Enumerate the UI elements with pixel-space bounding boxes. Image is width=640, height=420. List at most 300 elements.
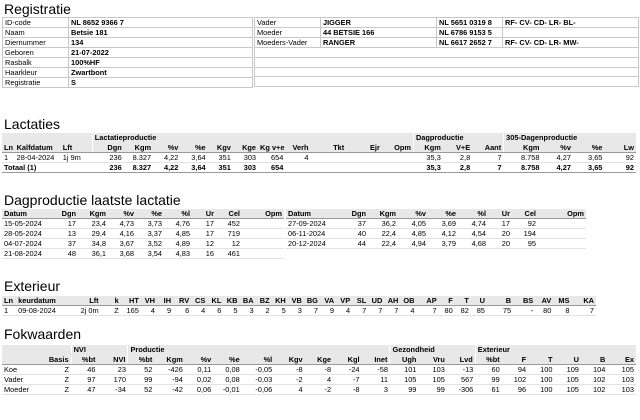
fokwaarden-cell: 105: [555, 375, 581, 385]
exterieur-col-header: KA: [571, 296, 596, 306]
exterieur-col-header: VP: [336, 296, 352, 306]
dagproductie-right-cell: 92: [512, 219, 538, 229]
fokwaarden-header-row: [2, 355, 636, 365]
fokwaarden-cell: Moeder: [2, 385, 37, 395]
dagproductie-right-table: [286, 209, 586, 249]
fokwaarden-cell: 99: [418, 385, 446, 395]
ouder-label: Moeder: [255, 28, 321, 38]
dagproductie-left-cell: 04-07-2024: [2, 239, 52, 249]
lactaties-cell: 4,22: [153, 153, 180, 163]
fokwaarden-cell: -7: [333, 375, 361, 385]
dagproductie-left-cell: [242, 239, 284, 249]
lactaties-cell: 8.758: [504, 153, 542, 163]
ouder-id: NL 6786 9153 5: [437, 28, 503, 38]
ouder-label: Vader: [255, 18, 321, 28]
dagproductie-left-cell: 3,52: [136, 239, 164, 249]
dagproductie-right-cell: 40: [338, 229, 368, 239]
fokwaarden-col-header: [2, 355, 37, 365]
dagproductie-left-cell: [242, 249, 284, 259]
fokwaarden-col-header: Ex: [607, 355, 636, 365]
lactaties-group-305: 305-Dagenproductie: [504, 133, 636, 143]
registratie-right-table: [254, 17, 639, 87]
dagproductie-left-col-header: %l: [164, 209, 192, 219]
exterieur-table: [2, 296, 596, 316]
lactaties-total-cell: 3,65: [573, 163, 604, 173]
exterieur-cell: 09-08-2024: [16, 306, 68, 316]
exterieur-col-header: VA: [320, 296, 336, 306]
fokwaarden-cell: 47: [71, 385, 97, 395]
exterieur-cell: 4: [400, 306, 416, 316]
registratie-row: [3, 58, 253, 68]
fokwaarden-cell: 0,08: [213, 365, 241, 375]
dagproductie-left-cell: 28-05-2024: [2, 229, 52, 239]
registratie-title: Registratie: [4, 1, 71, 17]
fokwaarden-cell: 100: [528, 375, 554, 385]
fokwaarden-cell: 105: [390, 375, 418, 385]
dagproductie-left-cell: 48: [52, 249, 78, 259]
lactaties-col-header: Kgm: [124, 143, 153, 153]
lactaties-col-header: Kgm: [413, 143, 442, 153]
fokwaarden-cell: Z: [37, 385, 72, 395]
dagproductie-left-col-header: Opm: [242, 209, 284, 219]
lactaties-col-header: Kge: [233, 143, 258, 153]
dagproductie-right-cell: 95: [512, 239, 538, 249]
lactaties-col-header: Kgv: [208, 143, 233, 153]
fokwaarden-col-header: Vru: [418, 355, 446, 365]
exterieur-cell: 7: [352, 306, 368, 316]
fokwaarden-col-header: Lvd: [447, 355, 475, 365]
exterieur-col-header: AH: [384, 296, 400, 306]
dagproductie-left-cell: 17: [52, 219, 78, 229]
fokwaarden-cell: 11: [362, 375, 390, 385]
dagproductie-left-col-header: Kgm: [78, 209, 108, 219]
dagproductie-right-cell: 3,79: [428, 239, 458, 249]
lactaties-cell: 654: [258, 153, 285, 163]
dagproductie-left-row: [2, 239, 284, 249]
registratie-value: 134: [69, 38, 253, 48]
lactaties-group-lactatieproductie: Lactatieproductie: [92, 133, 413, 143]
fokwaarden-cell: 170: [97, 375, 127, 385]
dagproductie-left-col-header: Dgn: [52, 209, 78, 219]
exterieur-cell: 4: [141, 306, 157, 316]
ouder-name: JIGGER: [321, 18, 437, 28]
dagproductie-left-cell: 4,16: [108, 229, 136, 239]
lactaties-total-cell: [311, 163, 347, 173]
dagproductie-left-cell: 3,37: [136, 229, 164, 239]
fokwaarden-cell: 104: [581, 365, 607, 375]
fokwaarden-cell: 0,06: [185, 385, 213, 395]
fokwaarden-col-header: Ugh: [390, 355, 418, 365]
ouder-codes: RF- CV- CD- LR- BL-: [503, 18, 639, 28]
dagproductie-left-cell: 4,89: [164, 239, 192, 249]
dagproductie-left-cell: 17: [192, 219, 216, 229]
registratie-label: Diernummer: [3, 38, 69, 48]
dagproductie-right-cell: [538, 239, 586, 249]
exterieur-col-header: Lft: [68, 296, 100, 306]
registratie-row: [3, 48, 253, 58]
exterieur-col-header: Ln: [2, 296, 16, 306]
ouder-name: RANGER: [321, 38, 437, 48]
dagproductie-right-col-header: Datum: [286, 209, 338, 219]
dagproductie-right-cell: 4,54: [458, 229, 488, 239]
fokwaarden-cell: -0,05: [242, 365, 275, 375]
lactaties-cell: 2,8: [443, 153, 472, 163]
ouder-name: 44 BETSIE 166: [321, 28, 437, 38]
exterieur-cell: 7: [384, 306, 400, 316]
registratie-value: Betsie 181: [69, 28, 253, 38]
exterieur-col-header: RV: [173, 296, 191, 306]
dagproductie-left-cell: 13: [52, 229, 78, 239]
fokwaarden-col-header: NVI: [97, 355, 127, 365]
dagproductie-right-col-header: %l: [458, 209, 488, 219]
fokwaarden-cell: -8: [333, 385, 361, 395]
ouder-codes: RF- CV- CD- LR- MW-: [503, 38, 639, 48]
dagproductie-right-row: [286, 219, 586, 229]
lactaties-cell: 3,64: [180, 153, 207, 163]
fok-group-gezondheid: Gezondheid: [390, 345, 475, 355]
fokwaarden-cell: 103: [607, 375, 636, 385]
fokwaarden-cell: 4: [274, 385, 304, 395]
dagproductie-left-cell: 4,83: [164, 249, 192, 259]
fokwaarden-cell: 99: [475, 375, 501, 385]
dagproductie-left-cell: 37: [52, 239, 78, 249]
dagproductie-right-col-header: %v: [398, 209, 428, 219]
exterieur-col-header: k: [101, 296, 121, 306]
registratie-left-table: [2, 17, 253, 88]
exterieur-cell: 3: [239, 306, 255, 316]
dagproductie-title: Dagproductie laatste lactatie: [4, 192, 181, 208]
lactaties-col-header: Opm: [382, 143, 414, 153]
dagproductie-right-cell: 4,85: [398, 229, 428, 239]
dagproductie-left-cell: 4,85: [164, 229, 192, 239]
exterieur-cell: 75: [487, 306, 513, 316]
exterieur-cell: 7: [368, 306, 384, 316]
fokwaarden-col-header: %bt: [128, 355, 154, 365]
dagproductie-left-cell: 17: [192, 229, 216, 239]
lactaties-cell: 351: [208, 153, 233, 163]
fokwaarden-cell: Z: [37, 365, 72, 375]
ouder-codes: [503, 28, 639, 38]
lactaties-group-dagproductie: Dagproductie: [413, 133, 503, 143]
lactaties-cell: 1: [2, 153, 15, 163]
lactaties-total-cell: 351: [208, 163, 233, 173]
dagproductie-left-col-header: Ur: [192, 209, 216, 219]
dagproductie-left-cell: 4,73: [108, 219, 136, 229]
lactaties-total-cell: 7: [472, 163, 503, 173]
fokwaarden-cell: 96: [502, 385, 528, 395]
dagproductie-left-cell: 34,8: [78, 239, 108, 249]
fokwaarden-cell: -34: [97, 385, 127, 395]
ouder-id: NL 6617 2652 7: [437, 38, 503, 48]
lactaties-col-header: %e: [180, 143, 207, 153]
exterieur-cell: 3: [288, 306, 304, 316]
dagproductie-right-cell: 22,4: [368, 239, 398, 249]
fokwaarden-cell: 109: [555, 365, 581, 375]
lactaties-col-header: Kg v+e: [260, 142, 285, 152]
lactaties-total-cell: 3,64: [180, 163, 207, 173]
dagproductie-right-cell: 36,2: [368, 219, 398, 229]
lactaties-col-header: Tkt: [311, 143, 347, 153]
fokwaarden-col-header: Inet: [362, 355, 390, 365]
fokwaarden-cell: -0,01: [213, 385, 241, 395]
lactaties-total-cell: 654: [258, 163, 285, 173]
exterieur-col-header: VH: [141, 296, 157, 306]
dagproductie-right-col-header: Dgn: [338, 209, 368, 219]
exterieur-cell: 7: [304, 306, 320, 316]
fokwaarden-cell: -2: [305, 385, 333, 395]
dagproductie-left-cell: 16: [192, 249, 216, 259]
lactaties-group-blank: [2, 133, 92, 143]
dagproductie-right-col-header: Cel: [512, 209, 538, 219]
exterieur-col-header: AP: [417, 296, 439, 306]
fokwaarden-cell: 100: [528, 365, 554, 375]
exterieur-cell: 7: [417, 306, 439, 316]
registratie-row: [3, 38, 253, 48]
exterieur-cell: 4: [336, 306, 352, 316]
fokwaarden-col-header: U: [555, 355, 581, 365]
exterieur-cell: 80: [439, 306, 455, 316]
lactaties-total-cell: 35,3: [413, 163, 442, 173]
fokwaarden-cell: 46: [71, 365, 97, 375]
fokwaarden-row: [2, 385, 636, 395]
dagproductie-left-row: [2, 229, 284, 239]
registratie-row: [3, 78, 253, 88]
exterieur-cell: 5: [223, 306, 239, 316]
dagproductie-right-cell: 44: [338, 239, 368, 249]
fokwaarden-cell: 0,08: [213, 375, 241, 385]
registratie-value: NL 8652 9366 7: [69, 18, 253, 28]
exterieur-col-header: VB: [288, 296, 304, 306]
fokwaarden-cell: 99: [128, 375, 154, 385]
fokwaarden-cell: 102: [581, 385, 607, 395]
dagproductie-right-cell: 06-11-2024: [286, 229, 338, 239]
fokwaarden-col-header: Basis: [37, 355, 72, 365]
ouder-id: NL 5651 0319 8: [437, 18, 503, 28]
lactaties-col-header: %v: [153, 143, 180, 153]
fokwaarden-cell: -94: [154, 375, 184, 385]
exterieur-col-header: F: [439, 296, 455, 306]
dagproductie-left-row: [2, 219, 284, 229]
lactaties-cell: 1j 9m: [61, 153, 92, 163]
registratie-label: Rasbalk: [3, 58, 69, 68]
fokwaarden-col-header: %v: [185, 355, 213, 365]
fokwaarden-cell: 100: [528, 385, 554, 395]
fokwaarden-title: Fokwaarden: [4, 326, 82, 342]
fokwaarden-cell: 61: [475, 385, 501, 395]
lactaties-total-cell: [346, 163, 382, 173]
dagproductie-left-cell: 12: [192, 239, 216, 249]
exterieur-col-header: T: [455, 296, 471, 306]
fokwaarden-cell: 23: [97, 365, 127, 375]
fokwaarden-col-header: T: [528, 355, 554, 365]
registratie-value: Zwartbont: [69, 68, 253, 78]
exterieur-col-header: KH: [272, 296, 288, 306]
lactaties-col-header: Ejr: [346, 143, 382, 153]
dagproductie-right-cell: [538, 229, 586, 239]
exterieur-col-header: OB: [400, 296, 416, 306]
exterieur-col-header: IH: [157, 296, 173, 306]
dagproductie-right-cell: 194: [512, 229, 538, 239]
fokwaarden-cell: -0,03: [242, 375, 275, 385]
exterieur-col-header: CS: [191, 296, 207, 306]
exterieur-cell: 8: [553, 306, 571, 316]
registratie-label: Registratie: [3, 78, 69, 88]
dagproductie-left-cell: 461: [216, 249, 242, 259]
lactaties-total-cell: [382, 163, 414, 173]
fokwaarden-col-header: Kgl: [333, 355, 361, 365]
fokwaarden-cell: 105: [607, 365, 636, 375]
dagproductie-left-cell: 29,4: [78, 229, 108, 239]
exterieur-col-header: U: [471, 296, 487, 306]
dagproductie-left-header-row: [2, 209, 284, 219]
lactaties-cell: [382, 153, 414, 163]
exterieur-col-header: BA: [239, 296, 255, 306]
lactaties-cell: 4,27: [541, 153, 572, 163]
fokwaarden-cell: -306: [447, 385, 475, 395]
dagproductie-right-cell: 4,05: [398, 219, 428, 229]
dagproductie-left-cell: 21-08-2024: [2, 249, 52, 259]
dagproductie-left-cell: 3,67: [108, 239, 136, 249]
ouder-row: [255, 28, 639, 38]
dagproductie-left-cell: 3,73: [136, 219, 164, 229]
dagproductie-right-cell: 20: [488, 229, 512, 239]
dagproductie-right-cell: 4,74: [458, 219, 488, 229]
exterieur-cell: 7: [571, 306, 596, 316]
lactaties-col-header: Ln: [4, 142, 14, 152]
dagproductie-left-col-header: Datum: [2, 209, 52, 219]
registratie-value: 100%HF: [69, 58, 253, 68]
fokwaarden-cell: 103: [418, 365, 446, 375]
dagproductie-right-header-row: [286, 209, 586, 219]
lactaties-cell: 35,3: [413, 153, 442, 163]
lactaties-cell: [311, 153, 347, 163]
fokwaarden-cell: Koe: [2, 365, 37, 375]
exterieur-cell: 80: [535, 306, 553, 316]
fokwaarden-col-header: F: [502, 355, 528, 365]
fokwaarden-col-header: %bt: [71, 355, 97, 365]
exterieur-col-header: UD: [368, 296, 384, 306]
exterieur-cell: -: [513, 306, 535, 316]
lactaties-total-cell: [285, 163, 310, 173]
lactaties-col-header: Aant: [472, 143, 503, 153]
lactaties-cell: [346, 153, 382, 163]
exterieur-cell: 5: [272, 306, 288, 316]
registratie-row: [3, 68, 253, 78]
fokwaarden-cell: 97: [71, 375, 97, 385]
lactaties-total-row: [2, 163, 636, 173]
fokwaarden-row: [2, 375, 636, 385]
fokwaarden-cell: -42: [154, 385, 184, 395]
ouder-row: [255, 38, 639, 48]
dagproductie-right-col-header: Kgm: [368, 209, 398, 219]
fokwaarden-cell: -426: [154, 365, 184, 375]
registratie-row: [3, 18, 253, 28]
dagproductie-right-row: [286, 229, 586, 239]
lactaties-total-cell: 8.758: [504, 163, 542, 173]
lactaties-total-cell: 4,27: [541, 163, 572, 173]
dagproductie-left-table: [2, 209, 284, 259]
dagproductie-right-cell: 20: [488, 239, 512, 249]
registratie-label: Haarkleur: [3, 68, 69, 78]
exterieur-cell: Z: [101, 306, 121, 316]
dagproductie-left-col-header: %e: [136, 209, 164, 219]
fokwaarden-cell: 4: [305, 375, 333, 385]
lactaties-total-cell: 4,22: [153, 163, 180, 173]
exterieur-col-header: BZ: [256, 296, 272, 306]
lactaties-col-header: Lft: [61, 143, 92, 153]
dagproductie-left-cell: 23,4: [78, 219, 108, 229]
fokwaarden-cell: -2: [274, 375, 304, 385]
fokwaarden-cell: 3: [362, 385, 390, 395]
fokwaarden-cell: 60: [475, 365, 501, 375]
exterieur-col-header: BG: [304, 296, 320, 306]
fokwaarden-cell: Vader: [2, 375, 37, 385]
exterieur-col-header: B: [487, 296, 513, 306]
dagproductie-left-cell: 452: [216, 219, 242, 229]
exterieur-col-header: MS: [553, 296, 571, 306]
exterieur-col-header: BS: [513, 296, 535, 306]
fokwaarden-cell: -8: [305, 365, 333, 375]
fokwaarden-cell: 105: [418, 375, 446, 385]
dagproductie-left-cell: [242, 229, 284, 239]
dagproductie-right-cell: 27-09-2024: [286, 219, 338, 229]
exterieur-col-header: KB: [223, 296, 239, 306]
exterieur-cell: 2j 0m: [68, 306, 100, 316]
fokwaarden-col-header: %bt: [475, 355, 501, 365]
fokwaarden-col-header: %e: [213, 355, 241, 365]
lactaties-header-row: [2, 143, 636, 153]
exterieur-cell: 9: [157, 306, 173, 316]
fokwaarden-table: [2, 345, 636, 395]
lactaties-total-cell: 92: [604, 163, 636, 173]
dagproductie-left-cell: 15-05-2024: [2, 219, 52, 229]
lactaties-col-header: V+E: [443, 143, 472, 153]
fokwaarden-col-header: Kge: [305, 355, 333, 365]
lactaties-col-header: Kgm: [504, 143, 542, 153]
fok-group-exterieur: Exterieur: [475, 345, 636, 355]
lactaties-cell: 8.327: [124, 153, 153, 163]
dagproductie-right-cell: [538, 219, 586, 229]
exterieur-cell: 2: [256, 306, 272, 316]
dagproductie-right-row: [286, 239, 586, 249]
fokwaarden-row: [2, 365, 636, 375]
fokwaarden-cell: 101: [390, 365, 418, 375]
fok-group-blank: [2, 345, 71, 355]
exterieur-title: Exterieur: [4, 278, 61, 294]
fokwaarden-cell: -8: [274, 365, 304, 375]
lactaties-cell: 4: [285, 153, 310, 163]
fokwaarden-cell: -13: [447, 365, 475, 375]
dagproductie-left-cell: [242, 219, 284, 229]
dagproductie-right-col-header: %e: [428, 209, 458, 219]
lactaties-cell: 3,65: [573, 153, 604, 163]
exterieur-cell: 85: [471, 306, 487, 316]
lactaties-col-header: Lw: [604, 143, 636, 153]
fokwaarden-cell: -58: [362, 365, 390, 375]
dagproductie-left-cell: 3,54: [136, 249, 164, 259]
dagproductie-right-cell: 4,12: [428, 229, 458, 239]
registratie-label: ID-code: [3, 18, 69, 28]
lactaties-col-header: Verh: [285, 143, 310, 153]
lactaties-cell: 236: [92, 153, 123, 163]
fokwaarden-cell: 105: [555, 385, 581, 395]
exterieur-cell: 9: [320, 306, 336, 316]
lactaties-row: [2, 153, 636, 163]
lactaties-total-cell: 8.327: [124, 163, 153, 173]
dagproductie-right-col-header: Ur: [488, 209, 512, 219]
fokwaarden-col-header: %l: [242, 355, 275, 365]
lactaties-cell: 303: [233, 153, 258, 163]
